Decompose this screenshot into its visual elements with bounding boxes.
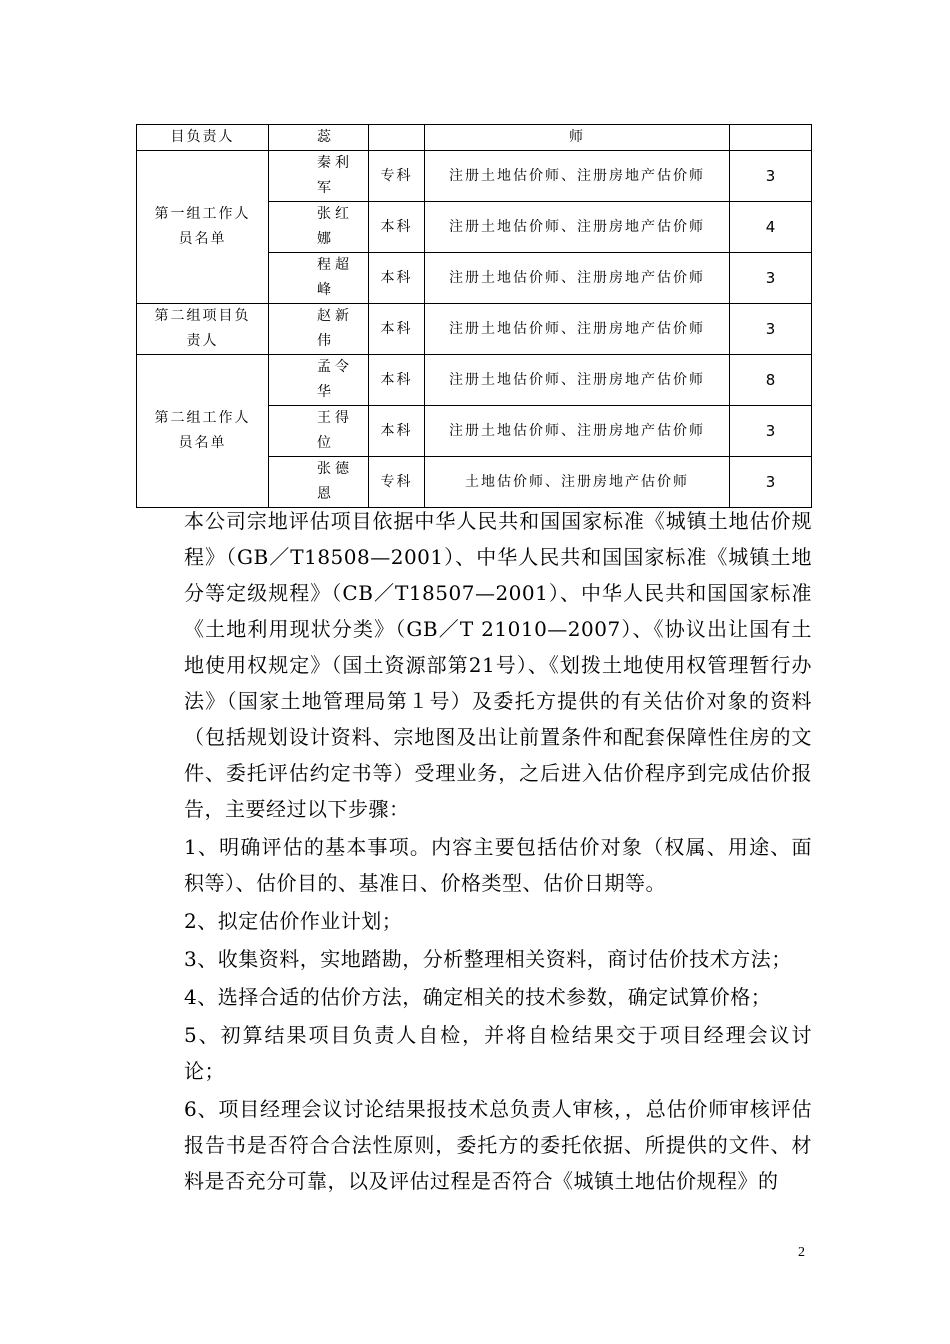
education-cell: 本科 xyxy=(369,202,425,253)
qualification-text: 注册土地估价师、注册房地产估价师 xyxy=(449,269,705,286)
years-cell xyxy=(730,125,812,151)
staff-name: 赵新伟 xyxy=(317,308,353,349)
qualification-cell: 师 xyxy=(425,125,730,151)
staff-name: 孟令华 xyxy=(317,359,353,400)
staff-name: 张德恩 xyxy=(317,461,353,502)
step-3: 3、收集资料，实地踏勘，分析整理相关资料，商讨估价技术方法； xyxy=(184,947,792,971)
years-cell: 3 xyxy=(730,406,812,457)
table-row xyxy=(137,355,812,406)
staff-name: 秦利军 xyxy=(317,155,353,196)
staff-name: 王得位 xyxy=(317,410,353,451)
qualification-cell xyxy=(425,151,730,202)
qualification-text: 注册土地估价师、注册房地产估价师 xyxy=(449,320,705,337)
qualification-cell xyxy=(425,202,730,253)
name-cell xyxy=(269,202,369,253)
education-cell: 本科 xyxy=(369,355,425,406)
education-cell: 专科 xyxy=(369,457,425,508)
step-6: 6、项目经理会议讨论结果报技术总负责人审核，，总估价师审核评估报告书是否符合合法性原则，委托方的委托依据、所提供的文件、材料是否充分可靠，以及评估过程是否符合《城镇土地估价规程》的 xyxy=(184,1097,812,1193)
years-cell: 3 xyxy=(730,304,812,355)
staff-name: 程超峰 xyxy=(317,257,353,298)
years-cell: 8 xyxy=(730,355,812,406)
step-4: 4、选择合适的估价方法，确定相关的技术参数，确定试算价格； xyxy=(184,985,772,1009)
education-cell: 本科 xyxy=(369,406,425,457)
step-5: 5、初算结果项目负责人自检，并将自检结果交于项目经理会议讨论； xyxy=(184,1023,812,1083)
qualification-text: 注册土地估价师、注册房地产估价师 xyxy=(449,167,705,184)
education-cell: 专科 xyxy=(369,151,425,202)
group1-label-cell xyxy=(137,151,269,304)
qualification-cell xyxy=(425,253,730,304)
qualification-cell xyxy=(425,304,730,355)
group1-label: 第一组工作人员名单 xyxy=(154,206,251,247)
qualification-cell xyxy=(425,355,730,406)
years-cell: 3 xyxy=(730,151,812,202)
qualification-text: 注册土地估价师、注册房地产估价师 xyxy=(449,218,705,235)
qualification-text: 土地估价师、注册房地产估价师 xyxy=(465,473,689,490)
intro-paragraph: 本公司宗地评估项目依据中华人民共和国国家标准《城镇土地估价规程》（GB／T18508—2001）、中华人民共和国国家标准《城镇土地分等定级规程》（CB／T18507—2001）、中华人民共和国国家标准《土地利用现状分类》（GB／T 21010—2007）、《协议出让国有土地使用权规定》（国土资源部第21号）、《划拨土地使用权管理暂行办法》（国家土地管理局第１号）及委托方提供的有关估价对象的资料（包括规划设计资料、宗地图及出让前置条件和配套保障性住房的文件、委托评估约定书等）受理业务，之后进入估价程序到完成估价报告，主要经过以下步骤： xyxy=(184,509,812,821)
qualification-cell xyxy=(425,457,730,508)
qualification-text: 注册土地估价师、注册房地产估价师 xyxy=(449,422,705,439)
group2-lead-label: 第二组项目负责人 xyxy=(154,308,251,349)
staff-table xyxy=(136,124,812,508)
body-text xyxy=(142,503,812,1199)
staff-name: 张红娜 xyxy=(317,206,353,247)
name-cell xyxy=(269,457,369,508)
years-cell: 4 xyxy=(730,202,812,253)
page-number: 2 xyxy=(798,1245,805,1260)
education-cell: 本科 xyxy=(369,304,425,355)
qualification-text: 注册土地估价师、注册房地产估价师 xyxy=(449,371,705,388)
name-cell: 蕊 xyxy=(269,125,369,151)
name-cell xyxy=(269,304,369,355)
education-cell: 本科 xyxy=(369,253,425,304)
group2-label: 第二组工作人员名单 xyxy=(154,410,251,451)
years-cell: 3 xyxy=(730,457,812,508)
group2-label-cell xyxy=(137,355,269,508)
education-cell xyxy=(369,125,425,151)
table-row xyxy=(137,125,812,151)
group2-lead-label-cell xyxy=(137,304,269,355)
years-cell: 3 xyxy=(730,253,812,304)
name-cell xyxy=(269,253,369,304)
name-cell xyxy=(269,406,369,457)
name-cell xyxy=(269,355,369,406)
role-cell: 目负责人 xyxy=(137,125,269,151)
name-cell xyxy=(269,151,369,202)
table-row xyxy=(137,304,812,355)
table-row xyxy=(137,151,812,202)
step-2: 2、拟定估价作业计划； xyxy=(184,909,403,933)
step-1: 1、明确评估的基本事项。内容主要包括估价对象（权属、用途、面积等）、估价目的、基准日、价格类型、估价日期等。 xyxy=(184,835,812,895)
qualification-cell xyxy=(425,406,730,457)
